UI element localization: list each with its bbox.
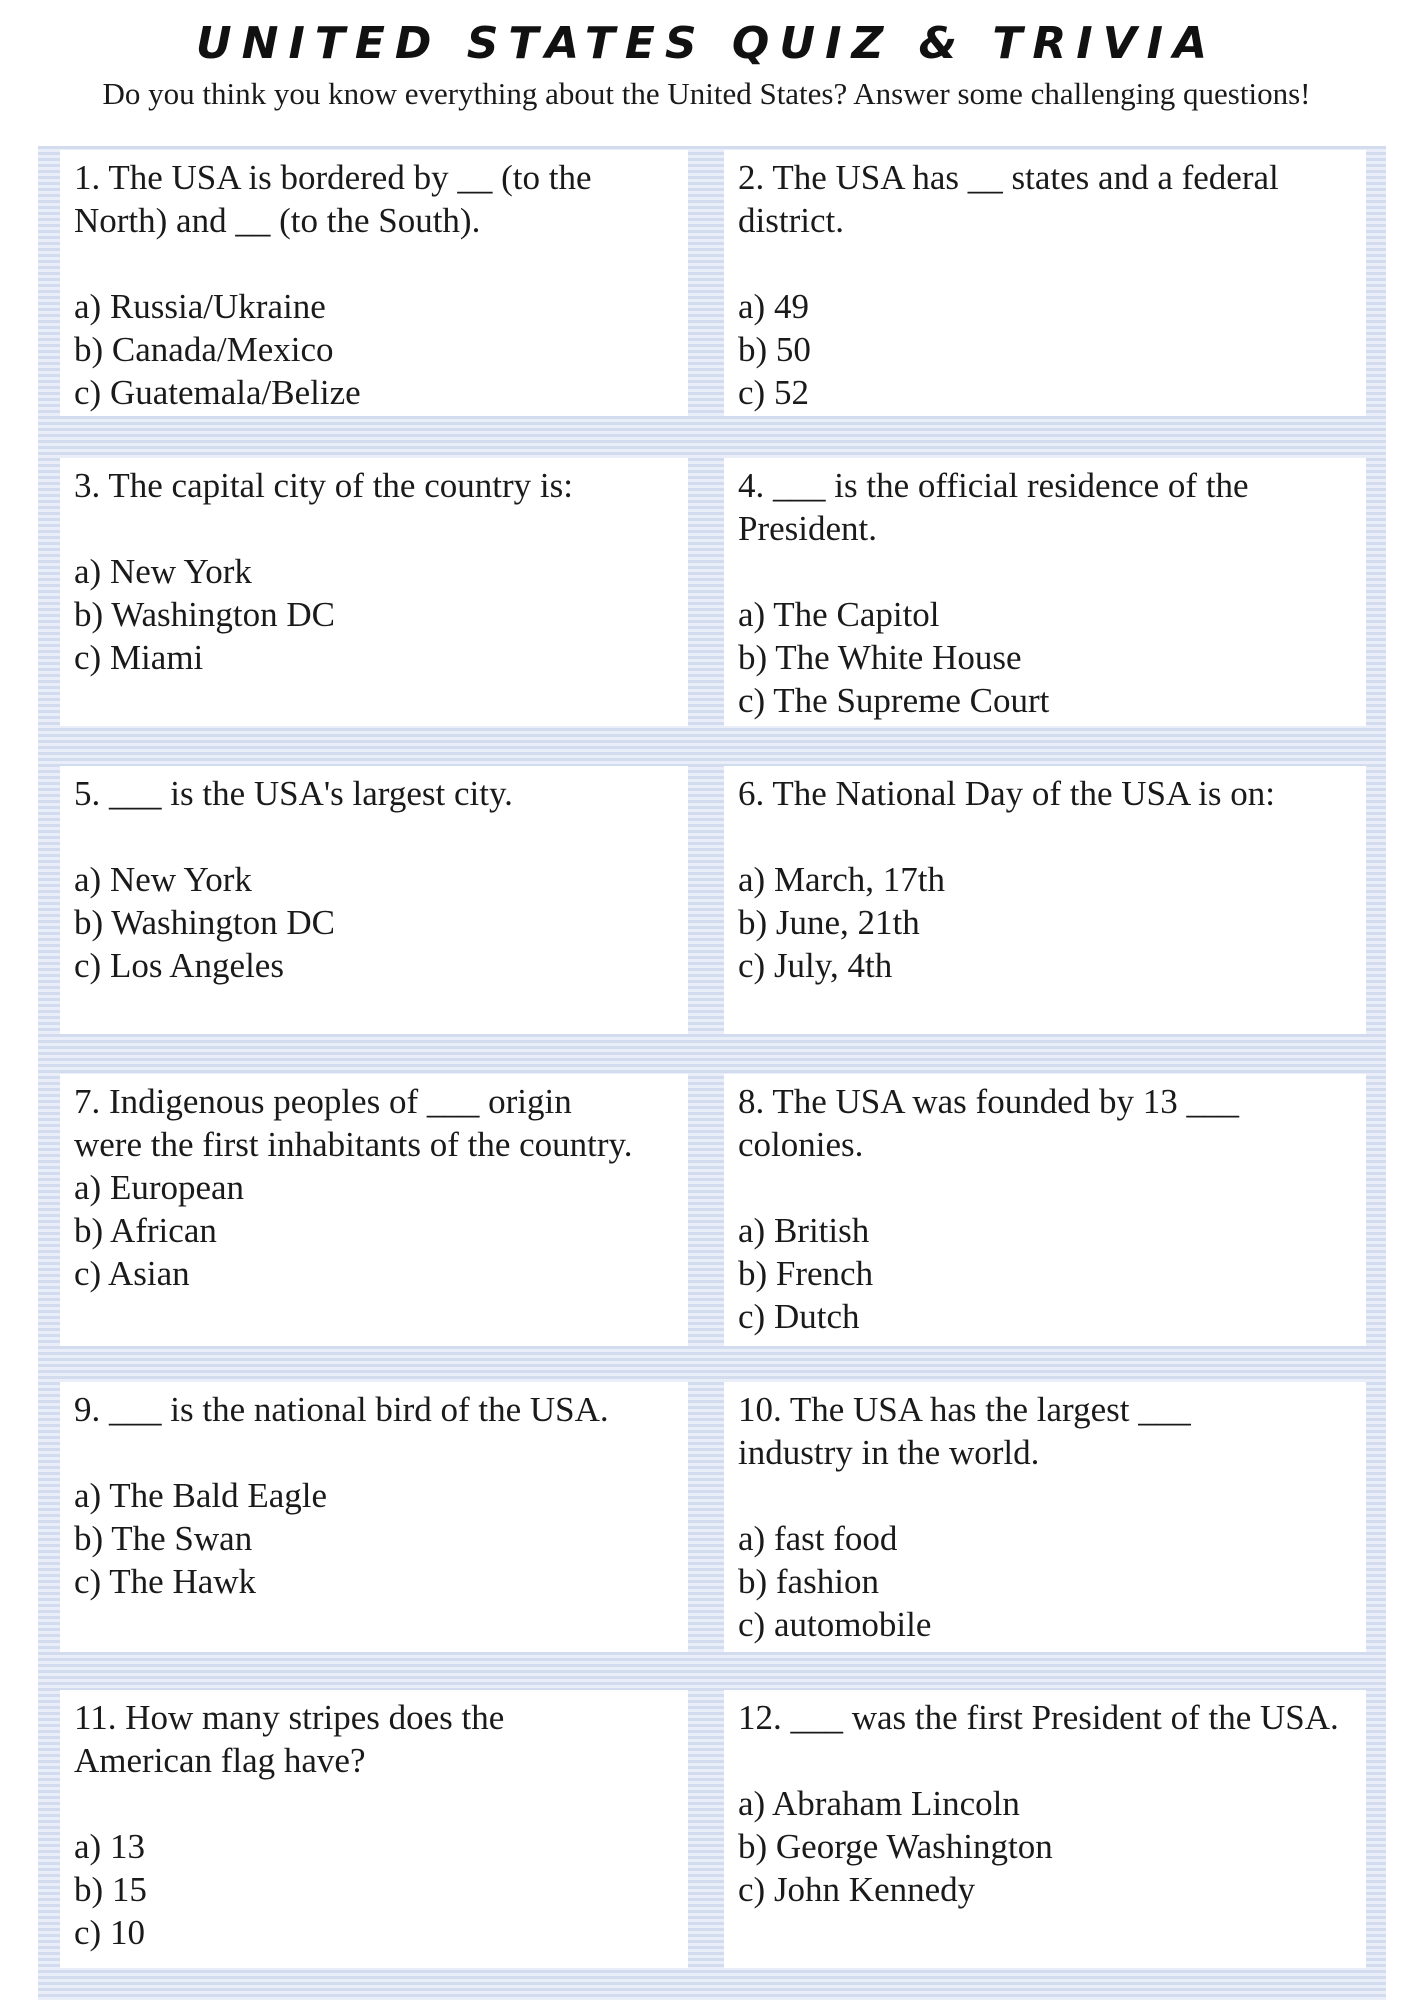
answer-option-a[interactable]: a) European: [74, 1168, 245, 1207]
question-card-10: [724, 1382, 1366, 1652]
question-text: 8. The USA was founded by 13 ___ colonies.: [738, 1082, 1239, 1164]
question-card-7: [60, 1074, 688, 1346]
answer-option-a[interactable]: a) New York: [74, 552, 252, 591]
answer-option-a[interactable]: a) 13: [74, 1827, 145, 1866]
question-text: 2. The USA has __ states and a federal district.: [738, 158, 1279, 240]
answer-option-b[interactable]: b) fashion: [738, 1562, 879, 1601]
question-text: 1. The USA is bordered by __ (to the North) and __ (to the South).: [74, 158, 592, 240]
question-text: 5. ___ is the USA's largest city.: [74, 774, 513, 813]
answer-option-a[interactable]: a) The Capitol: [738, 595, 940, 634]
answer-option-c[interactable]: c) Miami: [74, 638, 204, 677]
question-card-5: [60, 766, 688, 1034]
question-text: 11. How many stripes does the American flag have?: [74, 1698, 505, 1780]
question-card-8: [724, 1074, 1366, 1346]
question-card-6: [724, 766, 1366, 1034]
answer-option-b[interactable]: b) Canada/Mexico: [74, 330, 334, 369]
answer-option-c[interactable]: c) Los Angeles: [74, 946, 284, 985]
question-card-12: [724, 1690, 1366, 1968]
answer-option-b[interactable]: b) 50: [738, 330, 811, 369]
answer-option-a[interactable]: a) March, 17th: [738, 860, 946, 899]
answer-option-a[interactable]: a) fast food: [738, 1519, 898, 1558]
question-card-2: [724, 150, 1366, 416]
question-card-1: [60, 150, 688, 416]
question-card-9: [60, 1382, 688, 1652]
question-text: 10. The USA has the largest ___ industry in the world.: [738, 1390, 1191, 1472]
answer-option-c[interactable]: c) Dutch: [738, 1297, 860, 1336]
answer-option-b[interactable]: b) The White House: [738, 638, 1022, 677]
answer-option-a[interactable]: a) 49: [738, 287, 809, 326]
question-text: 6. The National Day of the USA is on:: [738, 774, 1275, 813]
answer-option-c[interactable]: c) 52: [738, 373, 809, 412]
answer-option-a[interactable]: a) Abraham Lincoln: [738, 1784, 1020, 1823]
answer-option-c[interactable]: c) 10: [74, 1913, 145, 1952]
question-text: 12. ___ was the first President of the USA.: [738, 1698, 1339, 1737]
answer-option-a[interactable]: a) Russia/Ukraine: [74, 287, 326, 326]
question-text: 3. The capital city of the country is:: [74, 466, 573, 505]
answer-option-b[interactable]: b) The Swan: [74, 1519, 253, 1558]
answer-option-c[interactable]: c) Guatemala/Belize: [74, 373, 361, 412]
question-card-11: [60, 1690, 688, 1968]
answer-option-b[interactable]: b) French: [738, 1254, 874, 1293]
answer-option-b[interactable]: b) African: [74, 1211, 217, 1250]
question-card-3: [60, 458, 688, 726]
answer-option-b[interactable]: b) June, 21th: [738, 903, 920, 942]
answer-option-a[interactable]: a) British: [738, 1211, 870, 1250]
answer-option-a[interactable]: a) New York: [74, 860, 252, 899]
page-title: UNITED STATES QUIZ & TRIVIA: [195, 18, 1218, 69]
answer-option-b[interactable]: b) 15: [74, 1870, 147, 1909]
answer-option-c[interactable]: c) July, 4th: [738, 946, 893, 985]
answer-option-b[interactable]: b) George Washington: [738, 1827, 1053, 1866]
page-subtitle: Do you think you know everything about the United States? Answer some challenging questions!: [102, 76, 1311, 111]
question-text: 4. ___ is the official residence of the President.: [738, 466, 1249, 548]
answer-option-c[interactable]: c) John Kennedy: [738, 1870, 976, 1909]
answer-option-c[interactable]: c) Asian: [74, 1254, 190, 1293]
quiz-grid: [38, 146, 1386, 2000]
question-text: 9. ___ is the national bird of the USA.: [74, 1390, 609, 1429]
answer-option-b[interactable]: b) Washington DC: [74, 903, 335, 942]
answer-option-c[interactable]: c) The Hawk: [74, 1562, 257, 1601]
answer-option-c[interactable]: c) automobile: [738, 1605, 932, 1644]
answer-option-c[interactable]: c) The Supreme Court: [738, 681, 1050, 720]
answer-option-a[interactable]: a) The Bald Eagle: [74, 1476, 327, 1515]
question-card-4: [724, 458, 1366, 726]
answer-option-b[interactable]: b) Washington DC: [74, 595, 335, 634]
question-text: 7. Indigenous peoples of ___ origin were the first inhabitants of the country.: [74, 1082, 633, 1164]
